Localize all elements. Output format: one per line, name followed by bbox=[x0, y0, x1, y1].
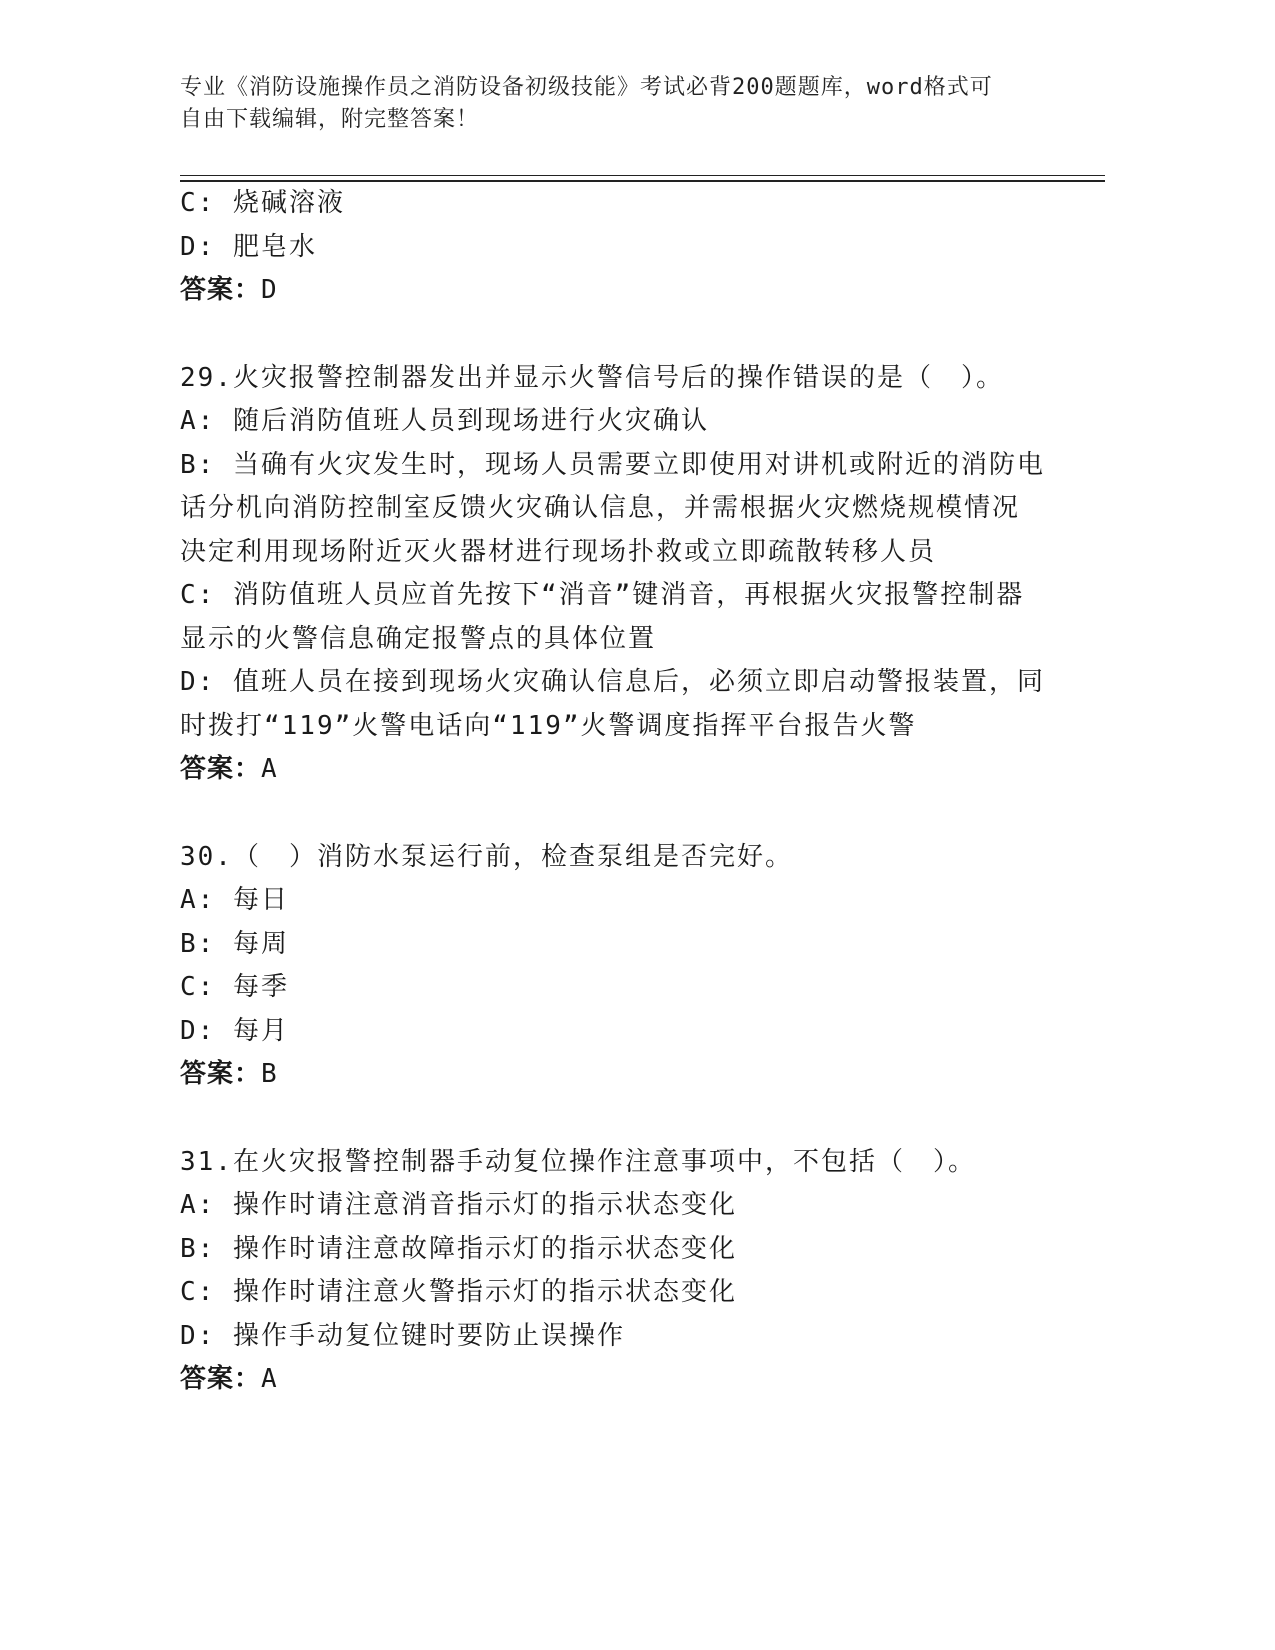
question-31 bbox=[180, 1141, 1060, 1402]
answer-value: A bbox=[261, 1364, 277, 1394]
answer-label: 答案： bbox=[180, 754, 262, 784]
option-b: B: 操作时请注意故障指示灯的指示状态变化 bbox=[180, 1233, 737, 1264]
answer-label: 答案： bbox=[180, 1364, 262, 1394]
answer-line bbox=[180, 1358, 1060, 1402]
option-a: A: 操作时请注意消音指示灯的指示状态变化 bbox=[180, 1190, 737, 1220]
option-d: D: 每月 bbox=[180, 1015, 289, 1046]
spacer bbox=[180, 792, 1060, 836]
answer-value: D bbox=[261, 275, 277, 305]
page-header bbox=[180, 72, 1060, 136]
option-c: C: 烧碱溶液 bbox=[180, 188, 345, 218]
answer-label: 答案： bbox=[180, 275, 262, 305]
answer-line bbox=[180, 269, 1060, 313]
answer-line bbox=[180, 748, 1060, 792]
option-c: C: 操作时请注意火警指示灯的指示状态变化 bbox=[180, 1277, 737, 1307]
question-text: 31.在火灾报警控制器手动复位操作注意事项中，不包括（ ）。 bbox=[180, 1146, 976, 1177]
option-a: A: 每日 bbox=[180, 885, 289, 915]
option-d: D: 肥皂水 bbox=[180, 231, 317, 262]
option-d-line-1: D: 值班人员在接到现场火灾确认信息后，必须立即启动警报装置，同 bbox=[180, 667, 1045, 697]
question-29 bbox=[180, 357, 1060, 792]
option-c: C: 每季 bbox=[180, 972, 289, 1002]
answer-line bbox=[180, 1053, 1060, 1097]
answer-value: A bbox=[261, 754, 277, 784]
option-b-line-2: 话分机向消防控制室反馈火灾确认信息，并需根据火灾燃烧规模情况 bbox=[180, 493, 1021, 523]
option-c-line-1: C: 消防值班人员应首先按下“消音”键消音，再根据火灾报警控制器 bbox=[180, 580, 1025, 610]
answer-label: 答案： bbox=[180, 1059, 262, 1089]
question-text: 29.火灾报警控制器发出并显示火警信号后的操作错误的是（ ）。 bbox=[180, 362, 1004, 393]
option-a: A: 随后消防值班人员到现场进行火灾确认 bbox=[180, 406, 709, 436]
option-b-line-3: 决定利用现场附近灭火器材进行现场扑救或立即疏散转移人员 bbox=[180, 536, 937, 567]
spacer bbox=[180, 313, 1060, 357]
spacer bbox=[180, 1097, 1060, 1141]
question-30 bbox=[180, 836, 1060, 1097]
question-list bbox=[180, 182, 1060, 1402]
question-text: 30.（ ）消防水泵运行前，检查泵组是否完好。 bbox=[180, 841, 793, 872]
option-b-line-1: B: 当确有火灾发生时，现场人员需要立即使用对讲机或附近的消防电 bbox=[180, 449, 1045, 480]
header-title-line-2: 自由下载编辑，附完整答案！ bbox=[180, 107, 480, 132]
option-b: B: 每周 bbox=[180, 928, 289, 959]
answer-value: B bbox=[261, 1059, 277, 1089]
option-c-line-2: 显示的火警信息确定报警点的具体位置 bbox=[180, 623, 657, 654]
header-divider-thin bbox=[180, 175, 1105, 176]
option-d-line-2: 时拨打“119”火警电话向“119”火警调度指挥平台报告火警 bbox=[180, 710, 917, 741]
header-title-line-1: 专业《消防设施操作员之消防设备初级技能》考试必背200题题库，word格式可 bbox=[180, 75, 993, 100]
question-28-tail bbox=[180, 182, 1060, 313]
option-d: D: 操作手动复位键时要防止误操作 bbox=[180, 1320, 625, 1351]
